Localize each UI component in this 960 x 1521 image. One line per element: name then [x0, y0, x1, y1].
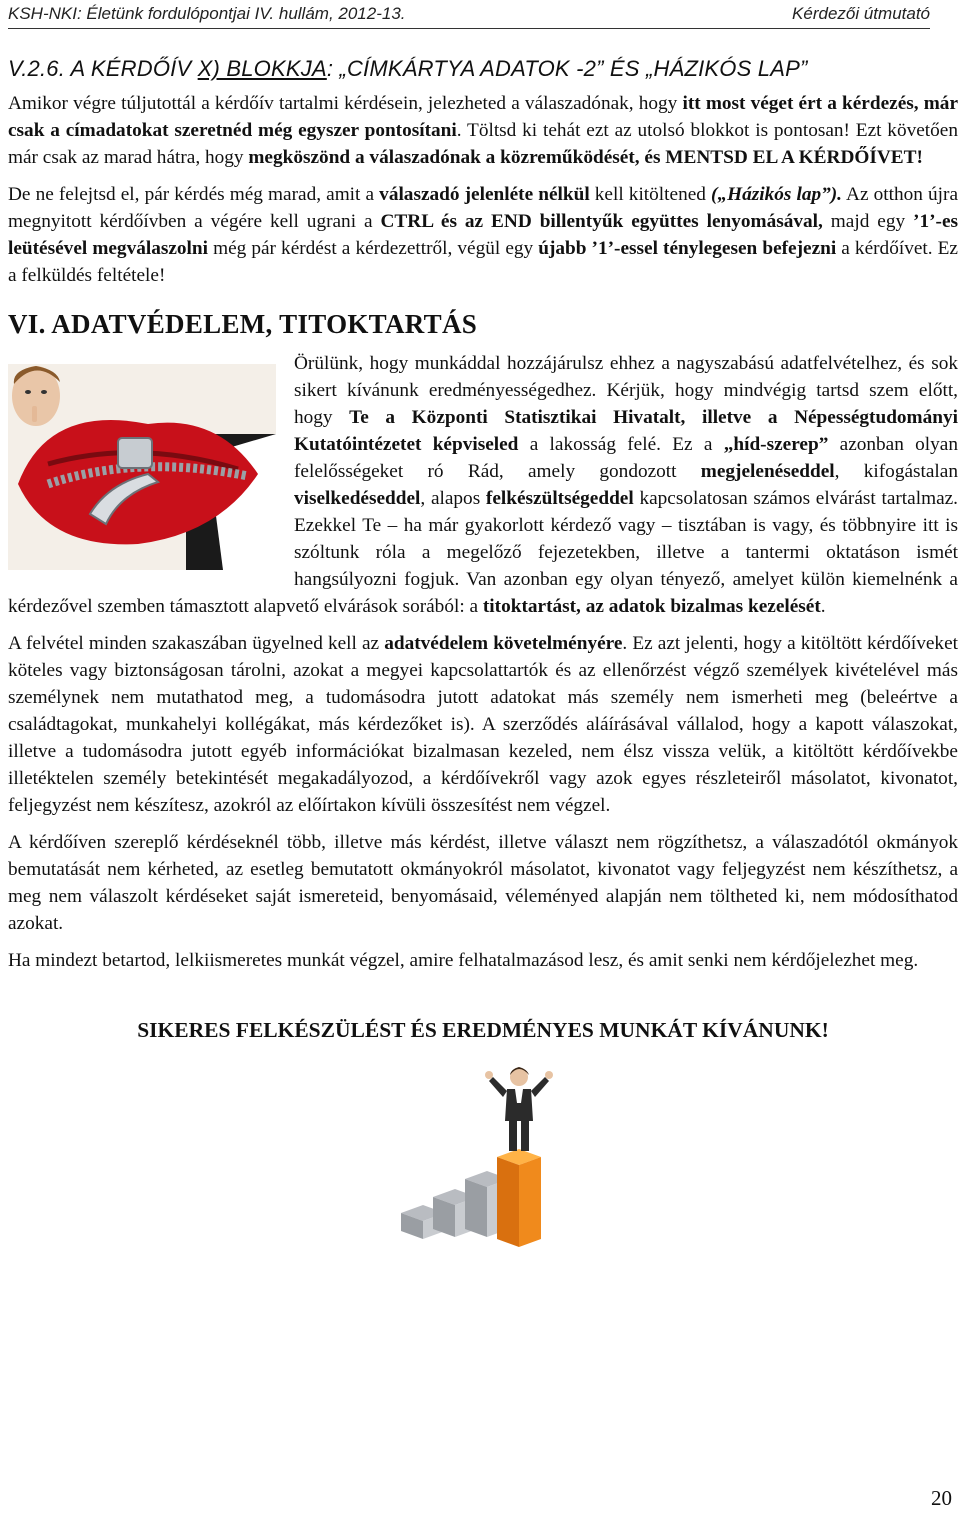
- bold-text: CTRL és az END billentyűk együttes lenyomásával,: [380, 211, 823, 232]
- heading-prefix: V.2.6. A KÉRDŐÍV: [8, 56, 198, 81]
- top-bar-front: [519, 1157, 541, 1247]
- heading-underlined: X) BLOKKJA: [197, 56, 327, 81]
- text-run: .: [820, 596, 826, 617]
- closing-heading: SIKERES FELKÉSZÜLÉST ÉS EREDMÉNYES MUNKÁT KÍVÁNUNK!: [137, 1018, 829, 1042]
- zipper-lips-image: [8, 364, 276, 570]
- bar-step-side: [465, 1179, 487, 1237]
- paragraph: [8, 181, 958, 289]
- bold-text: újabb ’1’-essel ténylegesen befejezni: [538, 238, 837, 259]
- bold-text: [711, 184, 842, 205]
- bold-text: ’1’-es leütésével megválaszolni: [8, 211, 959, 259]
- running-head: [8, 2, 930, 28]
- top-bar-side: [497, 1157, 519, 1247]
- text-run: kapcsolatosan számos elvárást tartalmaz. Ezekkel Te – ha már gyakorlott kérdező vagy – tisztában is vagy, és többnyire itt is szóltunk róla a megelőző fejezetekben, illetve a tantermi oktatáson ismét hangsúlyozni fogjuk. Van azonban egy olyan tényező, amelyet külön kiemelnénk a kérdezővel szemben támasztott alapvető elvárások sorából: a: [8, 488, 958, 617]
- text-run: még pár kérdést a kérdezettről, végül egy: [208, 238, 539, 259]
- bold-text: titoktartást, az adatok bizalmas kezelését: [482, 596, 821, 617]
- text-run: . Ez azt jelenti, hogy a kitöltött kérdőíveket köteles vagy biztonságosan tárolni, azokat a megyei kapcsolattartók és az ellenőrzést végző személyek kivételével más személynek nem mutathatod meg, a tudomásodra jutott adatokat más személy nem ismerheti meg (beleértve a családtagokat, munkahelyi kollégákat, más kérdezőket is). A szerződés aláírásával vállalod, hogy a kapott válaszokat, illetve a tudomásodra jutott egyéb információkat bizalmasan kezeled, nem élsz vissza velük, a kitöltött kérdőívekbe illetéktelen személy betekintését megakadályozod, a kérdőívekről vagy azok egyes részleteiről másolatot, kivonatot, feljegyzést nem készítesz, azokról az előírtakon kívüli összesítést nem végzel.: [8, 633, 958, 816]
- paragraph: A kérdőíven szereplő kérdéseknél több, illetve más kérdést, illetve választ nem rögzíthetsz, a válaszadótól okmányok bemutatását nem kérheted, az esetleg bemutatott okmányokról másolatot, kivonatot vagy feljegyzést nem készíthetsz, a meg nem válaszolt kérdéseket saját ismereteid, benyomásaid, véleményed alapján nem töltheted ki, nem módosíthatod azokat.: [8, 832, 958, 934]
- zipper-slider: [118, 438, 152, 468]
- bold-text: válaszadó jelenléte nélkül: [379, 184, 590, 205]
- running-head-right: Kérdezői útmutató: [792, 4, 930, 23]
- header-rule: [8, 28, 930, 29]
- paragraph: [8, 90, 958, 171]
- bold-text: megköszönd a válaszadónak a közreműködését, és MENTSD EL A KÉRDŐÍVET!: [248, 147, 923, 168]
- text-run: Amikor végre túljutottál a kérdőív tartalmi kérdésein, jelezheted a válaszadónak, hogy: [8, 93, 683, 114]
- success-businesswoman-image: [383, 1061, 583, 1261]
- bold-text: itt most véget ért a kérdezés, már csak a címadatokat szeretnéd még egyszer pontosítani: [8, 93, 958, 141]
- bold-text: „híd-szerep”: [723, 434, 829, 455]
- thumbs-up-icon: [545, 1071, 553, 1079]
- chapter-heading-vi: VI. ADATVÉDELEM, TITOKTARTÁS: [8, 309, 478, 339]
- text-run: , kifogástalan: [834, 461, 958, 482]
- text-run: , alapos: [420, 488, 486, 509]
- paragraph: [8, 630, 958, 819]
- text-run: A felvétel minden szakaszában ügyelned kell az: [8, 633, 385, 654]
- heading-suffix: : „CÍMKÁRTYA ADATOK -2” ÉS „HÁZIKÓS LAP”: [326, 56, 808, 81]
- woman-eye: [41, 390, 47, 394]
- text-run: majd egy: [822, 211, 914, 232]
- text-run: a kérdőívet. Ez a felküldés feltétele!: [8, 238, 958, 286]
- woman-eye: [25, 390, 31, 394]
- emphasis-text: („Házikós lap”).: [711, 184, 843, 205]
- page-content: [8, 56, 958, 1261]
- paragraph: Ha mindezt betartod, lelkiismeretes munkát végzel, amire felhatalmazásod lesz, és amit senki nem kérdőjelezhet meg.: [8, 950, 919, 971]
- text-run: azonban olyan felelősségeket ró Rád, amely gondozott: [294, 434, 958, 482]
- running-head-left: KSH-NKI: Életünk fordulópontjai IV. hullám, 2012-13.: [8, 4, 406, 23]
- bold-text: adatvédelem követelményére: [384, 633, 623, 654]
- text-run: De ne felejtsd el, pár kérdés még marad, amit a: [8, 184, 380, 205]
- bold-text: felkészültségeddel: [485, 488, 634, 509]
- woman-finger: [32, 406, 37, 422]
- thumbs-up-icon: [485, 1071, 493, 1079]
- bold-text: viselkedéseddel: [294, 488, 421, 509]
- text-run: . Töltsd ki tehát ezt az utolsó blokkot is pontosan! Ezt követően már csak az marad hátra, hogy: [8, 120, 958, 168]
- page-number: 20: [931, 1486, 952, 1510]
- woman-leg: [521, 1121, 529, 1151]
- text-run: Örülünk, hogy munkáddal hozzájárulsz ehhez a nagyszabású adatfelvételhez, és sok sikert kívánunk eredményességedhez. Kérjük, hogy mindvégig tartsd szem előtt, hogy: [294, 353, 958, 428]
- woman-leg: [509, 1121, 517, 1151]
- section-heading-v26: [8, 56, 958, 82]
- bold-text: Te a Központi Statisztikai Hivatalt, illetve a Népességtudományi Kutatóintézetet képviseled: [294, 407, 958, 455]
- text-run: a lakosság felé. Ez a: [518, 434, 724, 455]
- bold-text: megjelenéseddel: [700, 461, 835, 482]
- text-run: Az otthon újra megnyitott kérdőívben a végére kell ugrani a: [8, 184, 958, 232]
- text-run: kell kitöltened: [589, 184, 712, 205]
